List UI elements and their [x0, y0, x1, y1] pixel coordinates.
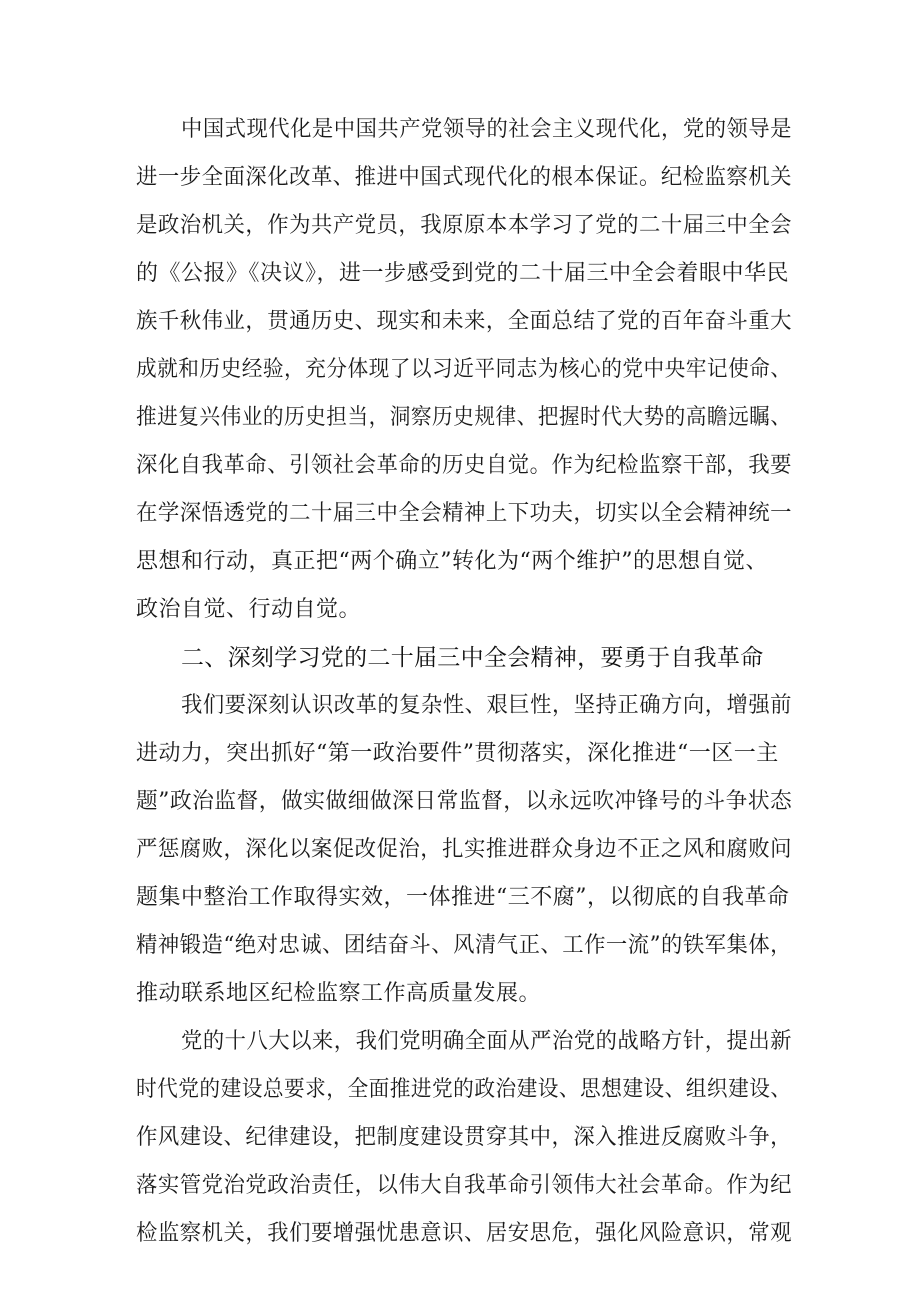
- section-heading: 二、深刻学习党的二十届三中全会精神，要勇于自我革命: [181, 645, 764, 671]
- paragraph-line: 是政治机关，作为共产党员，我原原本本学习了党的二十届三中全会: [136, 213, 793, 238]
- paragraph-line: 推进复兴伟业的历史担当，洞察历史规律、把握时代大势的高瞻远瞩、: [136, 405, 792, 430]
- paragraph-line: 思想和行动，真正把“两个确立”转化为“两个维护”的思想自觉、: [136, 549, 768, 574]
- paragraph-line: 我们要深刻认识改革的复杂性、艰巨性，坚持正确方向，增强前: [181, 693, 792, 718]
- paragraph-line: 在学深悟透党的二十届三中全会精神上下功夫，切实以全会精神统一: [136, 501, 793, 526]
- paragraph-line: 检监察机关，我们要增强忧患意识、居安思危，强化风险意识，常观: [136, 1221, 793, 1246]
- paragraph-line: 进动力，突出抓好“第一政治要件”贯彻落实，深化推进“一区一主: [136, 741, 779, 766]
- paragraph-line: 中国式现代化是中国共产党领导的社会主义现代化，党的领导是: [181, 117, 792, 142]
- paragraph-line: 精神锻造“绝对忠诚、团结奋斗、风清气正、工作一流”的铁军集体，: [136, 933, 792, 958]
- paragraph-line: 作风建设、纪律建设，把制度建设贯穿其中，深入推进反腐败斗争，: [136, 1125, 793, 1150]
- paragraph-line: 成就和历史经验，充分体现了以习近平同志为核心的党中央牢记使命、: [136, 357, 792, 382]
- paragraph-line: 党的十八大以来，我们党明确全面从严治党的战略方针，提出新: [181, 1029, 792, 1054]
- paragraph-line: 族千秋伟业，贯通历史、现实和未来，全面总结了党的百年奋斗重大: [136, 309, 793, 334]
- paragraph-line: 题集中整治工作取得实效，一体推进“三不腐”，以彻底的自我革命: [136, 885, 790, 910]
- paragraph-line: 的《公报》《决议》，进一步感受到党的二十届三中全会着眼中华民: [136, 261, 790, 286]
- paragraph-line: 时代党的建设总要求，全面推进党的政治建设、思想建设、组织建设、: [136, 1077, 792, 1102]
- paragraph-line: 政治自觉、行动自觉。: [136, 597, 362, 622]
- paragraph-line: 进一步全面深化改革、推进中国式现代化的根本保证。纪检监察机关: [136, 165, 793, 190]
- paragraph-line: 题”政治监督，做实做细做深日常监督，以永远吹冲锋号的斗争状态: [136, 789, 793, 814]
- paragraph-line: 推动联系地区纪检监察工作高质量发展。: [136, 981, 542, 1006]
- paragraph-line: 落实管党治党政治责任，以伟大自我革命引领伟大社会革命。作为纪: [136, 1173, 793, 1198]
- paragraph-line: 严惩腐败，深化以案促改促治，扎实推进群众身边不正之风和腐败问: [136, 837, 793, 862]
- paragraph-line: 深化自我革命、引领社会革命的历史自觉。作为纪检监察干部，我要: [136, 453, 793, 478]
